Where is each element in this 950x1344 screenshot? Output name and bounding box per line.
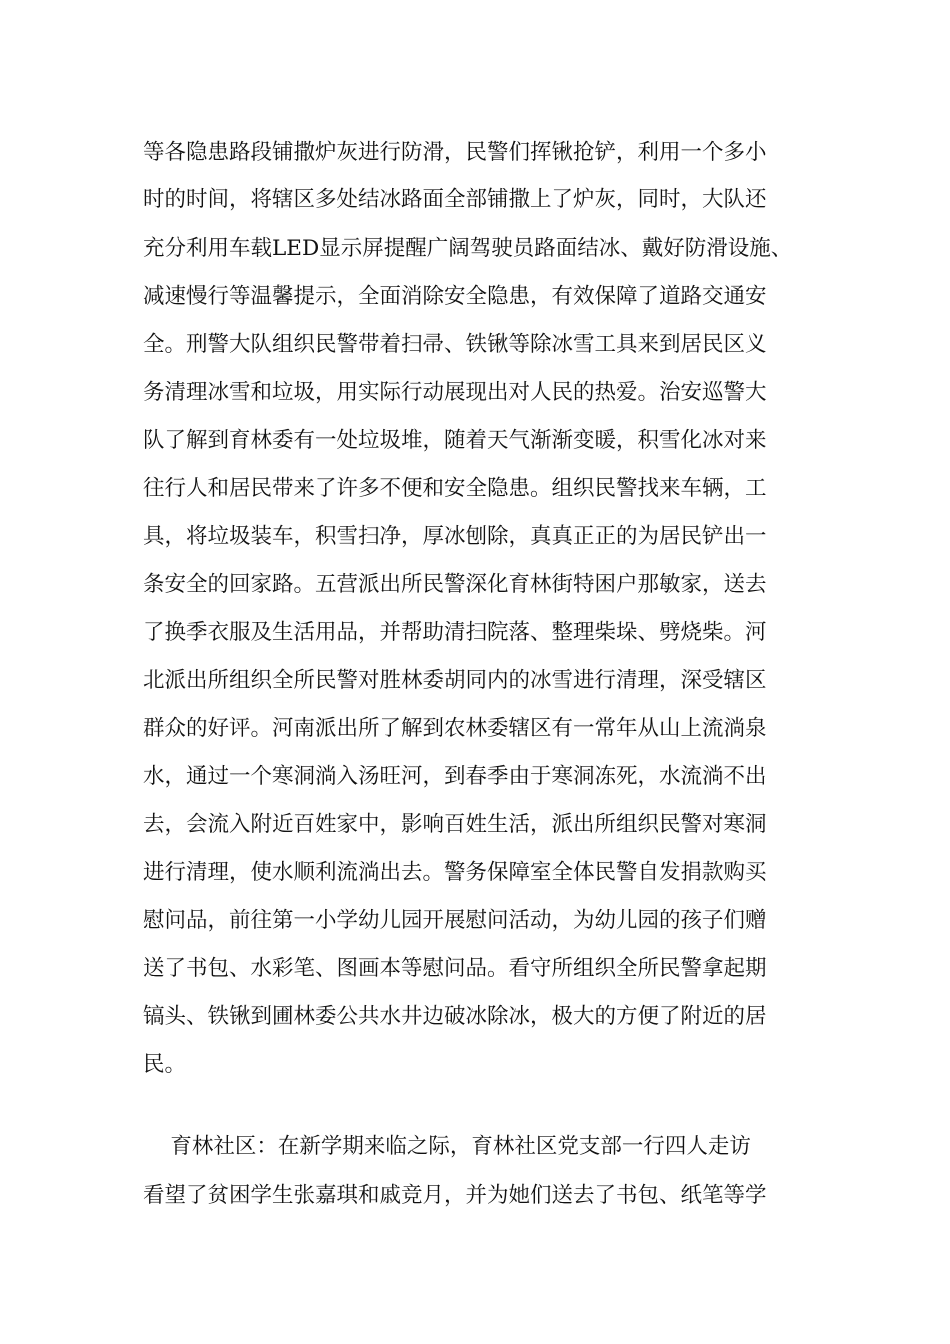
text-line: 充分利用车载LED显示屏提醒广阔驾驶员路面结冰、戴好防滑设施、	[143, 236, 793, 261]
text-line: 北派出所组织全所民警对胜林委胡同内的冰雪进行清理，深受辖区	[143, 668, 767, 693]
text-line: 镐头、铁锹到圃林委公共水井边破冰除冰，极大的方便了附近的居	[143, 1004, 767, 1029]
text-line: 进行清理，使水顺利流淌出去。警务保障室全体民警自发捐款购买	[143, 860, 767, 885]
text-line: 等各隐患路段铺撒炉灰进行防滑，民警们挥锹抢铲，利用一个多小	[143, 140, 767, 165]
text-line: 水，通过一个寒洞淌入汤旺河，到春季由于寒洞冻死，水流淌不出	[143, 764, 767, 789]
text-line: 往行人和居民带来了许多不便和安全隐患。组织民警找来车辆，工	[143, 476, 767, 501]
text-line: 队了解到育林委有一处垃圾堆，随着天气渐渐变暖，积雪化冰对来	[143, 428, 767, 453]
text-line: 时的时间，将辖区多处结冰路面全部铺撒上了炉灰，同时，大队还	[143, 187, 767, 212]
text-line: 务清理冰雪和垃圾，用实际行动展现出对人民的热爱。治安巡警大	[143, 380, 767, 405]
text-line: 条安全的回家路。五营派出所民警深化育林街特困户那敏家，送去	[143, 572, 767, 597]
text-line: 了换季衣服及生活用品，并帮助清扫院落、整理柴垛、劈烧柴。河	[143, 620, 767, 645]
text-line: 送了书包、水彩笔、图画本等慰问品。看守所组织全所民警拿起期	[143, 956, 767, 981]
text-line: 减速慢行等温馨提示，全面消除安全隐患，有效保障了道路交通安	[143, 284, 767, 309]
text-line: 具，将垃圾装车，积雪扫净，厚冰刨除，真真正正的为居民铲出一	[143, 524, 767, 549]
text-line: 慰问品，前往第一小学幼儿园开展慰问活动，为幼儿园的孩子们赠	[143, 908, 767, 933]
text-line: 全。刑警大队组织民警带着扫帚、铁锹等除冰雪工具来到居民区义	[143, 332, 767, 357]
body-text	[143, 0, 843, 1208]
text-line: 育林社区：在新学期来临之际，育林社区党支部一行四人走访	[143, 1134, 751, 1159]
text-line: 去，会流入附近百姓家中，影响百姓生活，派出所组织民警对寒洞	[143, 812, 767, 837]
text-line: 看望了贫困学生张嘉琪和戚竞月，并为她们送去了书包、纸笔等学	[143, 1183, 767, 1208]
text-line: 群众的好评。河南派出所了解到农林委辖区有一常年从山上流淌泉	[143, 716, 767, 741]
text-line: 民。	[143, 1052, 187, 1077]
